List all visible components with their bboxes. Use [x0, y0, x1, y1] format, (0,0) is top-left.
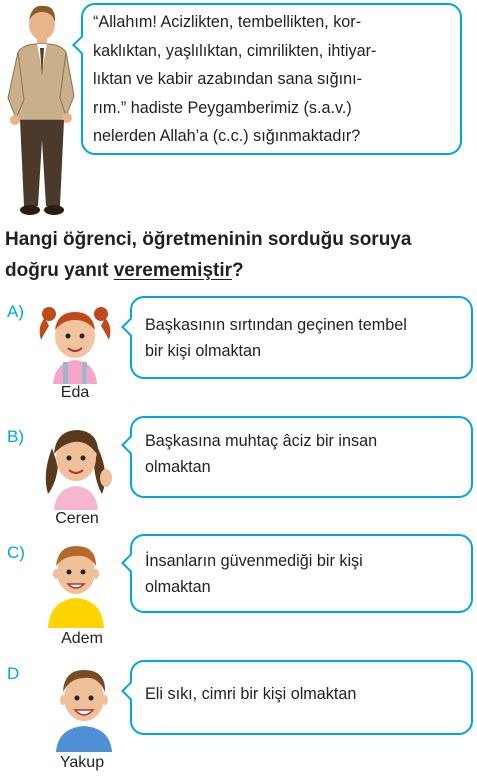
quote-line: nelerden Allah’a (c.c.) sığınmaktadır? — [93, 127, 361, 145]
option-a-text: Başkasının sırtından geçinen tembel bir kişi olmaktan — [145, 316, 407, 360]
option-d-text: Eli sıkı, cimri bir kişi olmaktan — [145, 685, 357, 703]
option-a-name: Eda — [60, 384, 90, 401]
option-b-text: Başkasına muhtaç âciz bir insan olmaktan — [145, 432, 378, 476]
option-d-letter[interactable]: D — [7, 664, 20, 683]
quote-line: “Allahım! Acizlikten, tembellikten, kor- — [93, 13, 362, 31]
teacher-illustration — [2, 0, 80, 220]
option-d-name: Yakup — [59, 754, 105, 771]
option-c-letter[interactable]: C) — [7, 543, 25, 562]
option-a-letter[interactable]: A) — [7, 302, 24, 321]
question-line-1: Hangi öğrenci, öğretmeninin sorduğu soruya — [5, 229, 412, 250]
option-b-name: Ceren — [55, 510, 99, 527]
option-c-name: Adem — [61, 630, 103, 647]
hadith-quote — [93, 8, 455, 151]
option-c-text: İnsanların güvenmediği bir kişi olmaktan — [145, 552, 363, 596]
ceren-avatar — [38, 418, 118, 510]
quote-line: rım.” hadiste Peygamberimiz (s.a.v.) — [93, 98, 352, 117]
yakup-avatar — [48, 660, 120, 752]
quote-line: lıktan ve kabir azabından sana sığını- — [93, 70, 363, 88]
eda-avatar — [35, 296, 115, 384]
option-b-letter[interactable]: B) — [7, 427, 24, 446]
question-text — [5, 224, 475, 286]
question-line-2: doğru yanıt verememiştir? — [5, 260, 244, 281]
adem-avatar — [40, 536, 112, 628]
quote-line: kaklıktan, yaşlılıktan, cimrilikten, ihtiyar- — [93, 41, 377, 60]
negation-word: verememiştir — [113, 260, 233, 281]
